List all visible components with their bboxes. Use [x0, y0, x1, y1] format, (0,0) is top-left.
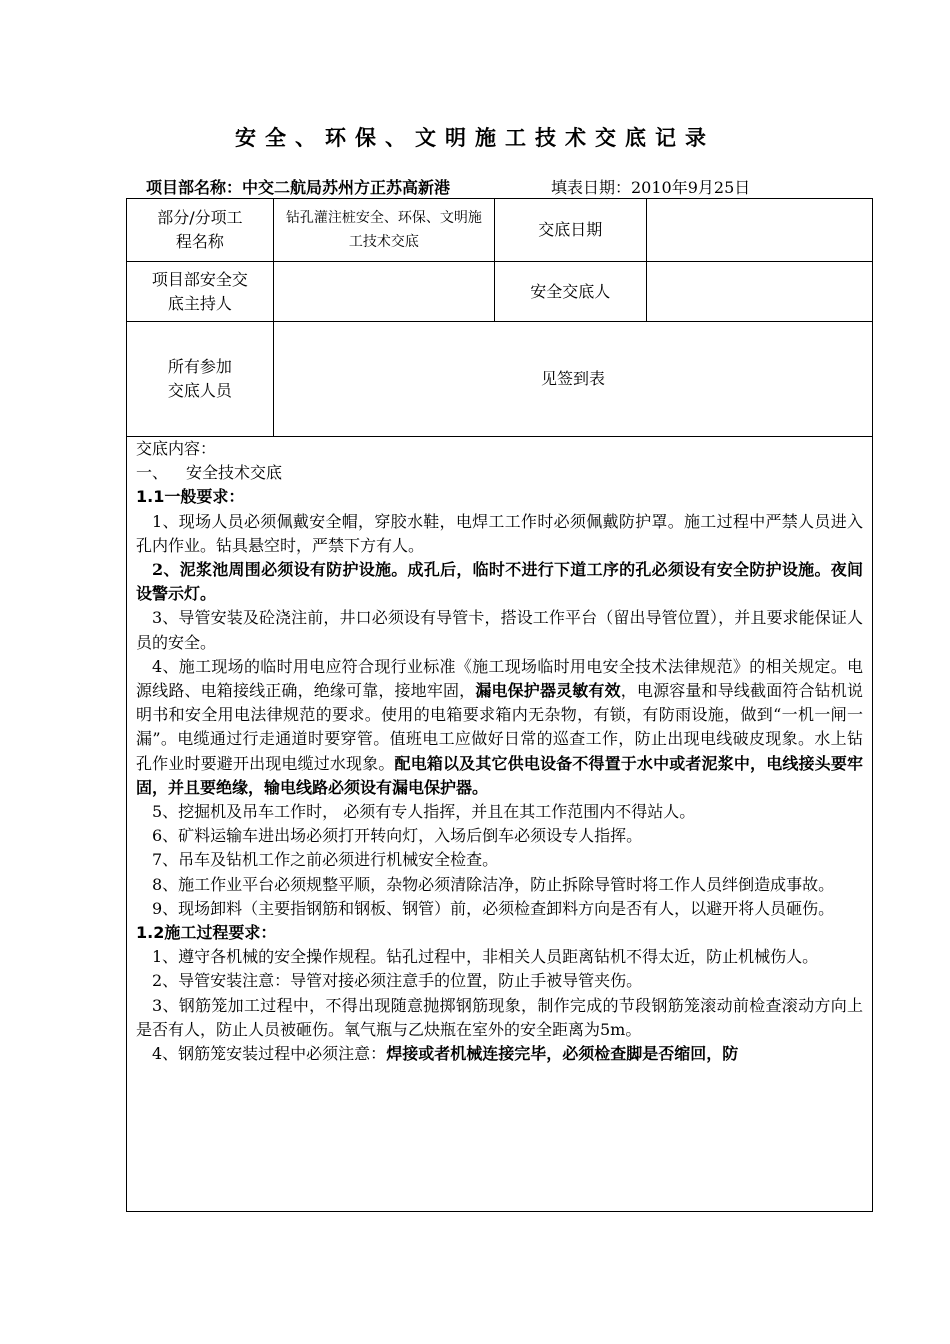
paragraph-3: 3、导管安装及砼浇注前，井口必须设有导管卡，搭设工作平台（留出导管位置），并且要求能保证人员的安全。: [136, 608, 863, 652]
paragraph-1: 1、现场人员必须佩戴安全帽，穿胶水鞋，电焊工工作时必须佩戴防护罩。施工过程中严禁人员进入孔内作业。钻具悬空时，严禁下方有人。: [136, 511, 863, 555]
presenter-value: [646, 262, 872, 322]
paragraph-q3: 3、钢筋笼加工过程中，不得出现随意抛掷钢筋现象，制作完成的节段钢筋笼滚动前检查滚动方向上是否有人，防止人员被砸伤。氧气瓶与乙炔瓶在室外的安全距离为5m。: [136, 995, 863, 1039]
meta-line: [146, 175, 751, 198]
host-label: 项目部安全交底主持人: [127, 262, 274, 322]
content-intro: 交底内容：: [136, 439, 217, 458]
subproject-label: 部分/分项工程名称: [127, 199, 274, 262]
presenter-label: 安全交底人: [494, 262, 646, 322]
paragraph-q1: 1、遵守各机械的安全操作规程。钻孔过程中，非相关人员距离钻机不得太近，防止机械伤人。: [152, 947, 819, 967]
subsection-heading: 1.2施工过程要求：: [136, 923, 277, 943]
info-table: [126, 198, 873, 437]
paragraph-8: 8、施工作业平台必须规整平顺，杂物必须清除洁净，防止拆除导管时将工作人员绊倒造成事故。: [152, 874, 835, 894]
participants-label: 所有参加交底人员: [127, 322, 274, 437]
subsection-heading: 1.1一般要求：: [136, 487, 245, 507]
paragraph-2: 2、泥浆池周围必须设有防护设施。成孔后，临时不进行下道工序的孔必须设有安全防护设施。夜间设警示灯。: [136, 560, 863, 604]
paragraph-4: 4、施工现场的临时用电应符合现行业标准《施工现场临时用电安全技术法律规范》的相关规定。电源线路、电箱接线正确，绝缘可靠，接地牢固，漏电保护器灵敏有效，电源容量和导线截面符合钻机说明书和安全用电法律规范的要求。使用的电箱要求箱内无杂物，有锁，有防雨设施，做到“一机一闸一漏”。电缆通过行走通道时要穿管。值班电工应做好日常的巡查工作，防止出现电线破皮现象。水上钻孔作业时要避开出现电缆过水现象。配电箱以及其它供电设备不得置于水中或者泥浆中，电线接头要牢固，并且要绝缘，输电线路必须设有漏电保护器。: [136, 656, 863, 797]
paragraph-9: 9、现场卸料（主要指钢筋和钢板、钢管）前，必须检查卸料方向是否有人，以避开将人员砸伤。: [152, 898, 835, 918]
handover-content: [126, 436, 873, 1212]
paragraph-5: 5、挖掘机及吊车工作时， 必须有专人指挥，并且在其工作范围内不得站人。: [152, 802, 696, 822]
paragraph-7: 7、吊车及钻机工作之前必须进行机械安全检查。: [152, 850, 499, 870]
handover-date-label: 交底日期: [494, 199, 646, 262]
table-row: [127, 199, 873, 262]
paragraph-q4: 4、钢筋笼安装过程中必须注意：焊接或者机械连接完毕，必须检查脚是否缩回，防: [152, 1044, 739, 1064]
host-value: [273, 262, 494, 322]
paragraph-q2: 2、导管安装注意：导管对接必须注意手的位置，防止手被导管夹伤。: [152, 971, 643, 991]
table-row: [127, 322, 873, 437]
table-row: [127, 262, 873, 322]
handover-date-value: [646, 199, 872, 262]
document-title: 安全、环保、文明施工技术交底记录: [235, 126, 715, 150]
section-heading: 一、 安全技术交底: [136, 463, 283, 483]
fill-date: 填表日期：2010年9月25日: [551, 178, 751, 197]
subproject-value: 钻孔灌注桩安全、环保、文明施工技术交底: [273, 199, 494, 262]
paragraph-6: 6、矿料运输车进出场必须打开转向灯，入场后倒车必须设专人指挥。: [152, 826, 643, 846]
participants-value: 见签到表: [273, 322, 872, 437]
project-name: 项目部名称：中交二航局苏州方正苏高新港: [146, 178, 451, 197]
